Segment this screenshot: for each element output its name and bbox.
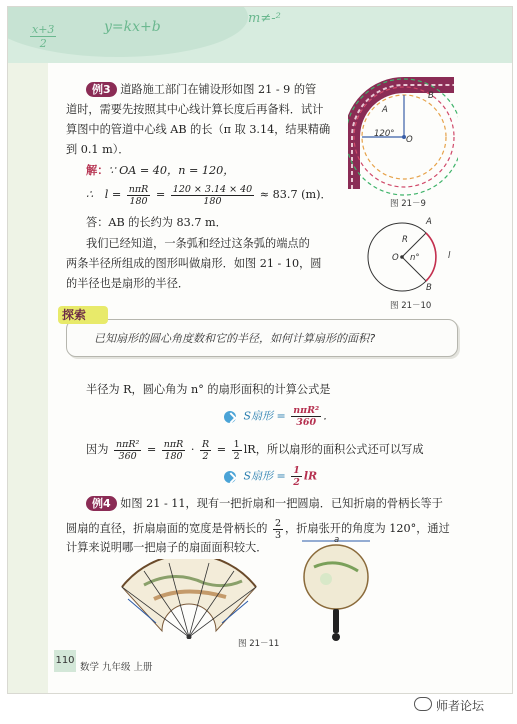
fig10-n: n° — [410, 253, 420, 263]
example4-line2: 圆扇的直径，折扇扇面的宽度是骨柄长的 $\frac{2}{3}$ ，折扇张开的角度为 120°，通过 — [66, 517, 450, 541]
fig11-a: a — [334, 535, 340, 545]
sector-area-formula: S扇形 = $\frac{\text{nπR²}}{360}$ ． — [224, 405, 334, 428]
sector-area-formula-2: S扇形 = $\frac{1}{2}$ lR — [224, 465, 317, 488]
watermark: 师者论坛 — [436, 699, 485, 713]
fig10-r: R — [402, 235, 408, 245]
fig10-o: O — [392, 253, 399, 263]
example3-line1: 例3 道路施工部门在铺设形如图 21 - 9 的管 — [86, 81, 316, 99]
left-margin-band — [8, 63, 48, 694]
example4-line3: 计算来说明哪一把扇子的扇面面积较大． — [66, 541, 268, 554]
definition-line3: 的半径也是扇形的半径． — [66, 277, 190, 290]
fig9-a: A — [382, 105, 388, 115]
example3-answer: 答：AB 的长约为 83.7 m． — [86, 216, 227, 229]
textbook-page — [7, 6, 513, 694]
formula-arrow-icon — [224, 471, 236, 483]
example4-line1: 例4 如图 21 - 11，现有一把折扇和一把圆扇．已知折扇的骨柄长等于 — [86, 495, 443, 513]
pipe-figure — [348, 77, 458, 197]
header-banner — [8, 7, 513, 63]
example3-line2: 道时，需要先按照其中心线计算长度后再备料．试计 — [66, 103, 324, 116]
header-formula-m: m≠-² — [248, 11, 281, 26]
fig9-caption: 图 21－9 — [390, 199, 426, 209]
fig11-caption: 图 21－11 — [238, 639, 280, 649]
round-fan-figure — [296, 537, 376, 647]
page-number: 110 — [54, 650, 76, 672]
formula-derivation: 因为 $\frac{\text{nπR²}}{360}$ = $\frac{\text{nπR}}{180}$ · $\frac{R}{2}$ = $\frac{1}{2}$ lR，所以扇形的面积公式还可以写成 — [86, 438, 424, 462]
folding-fan-figure — [114, 559, 264, 639]
header-formula-fraction: x+3 2 — [32, 23, 55, 50]
example4-label: 例4 — [86, 496, 117, 511]
header-formula-linear: y=kx+b — [104, 19, 161, 35]
fig10-a: A — [426, 217, 432, 227]
fig9-angle: 120° — [374, 129, 395, 139]
example3-calc: ∴ l = $\frac{\text{nπR}}{180}$ = $\frac{120 \times 3.14 \times 40}{180}$ ≈ 83.7 (m)． — [86, 183, 332, 207]
definition-line1: 我们已经知道，一条弧和经过这条弧的端点的 — [86, 237, 310, 250]
formula-arrow-icon — [224, 411, 236, 423]
wechat-icon — [414, 697, 432, 711]
fig10-b: B — [426, 283, 432, 293]
fig9-o: O — [406, 135, 413, 145]
example3-line3: 算图中的管道中心线 AB 的长（π 取 3.14，结果精确 — [66, 123, 331, 136]
explore-question: 已知扇形的圆心角度数和它的半径，如何计算扇形的面积? — [94, 332, 376, 345]
definition-line2: 两条半径所组成的图形叫做扇形．如图 21 - 10，圆 — [66, 257, 322, 270]
fig10-caption: 图 21－10 — [390, 301, 432, 311]
fig9-b: B — [428, 91, 434, 101]
example3-given: 解：∵ OA = 40，n = 120， — [86, 163, 235, 177]
fig10-l: l — [448, 251, 451, 261]
book-title: 数学 九年级 上册 — [80, 662, 153, 673]
explore-tag: 探索 — [58, 306, 108, 324]
example3-line4: 到 0.1 m）． — [66, 143, 130, 156]
example3-label: 例3 — [86, 82, 117, 97]
formula-intro: 半径为 R，圆心角为 n° 的扇形面积的计算公式是 — [86, 383, 331, 396]
